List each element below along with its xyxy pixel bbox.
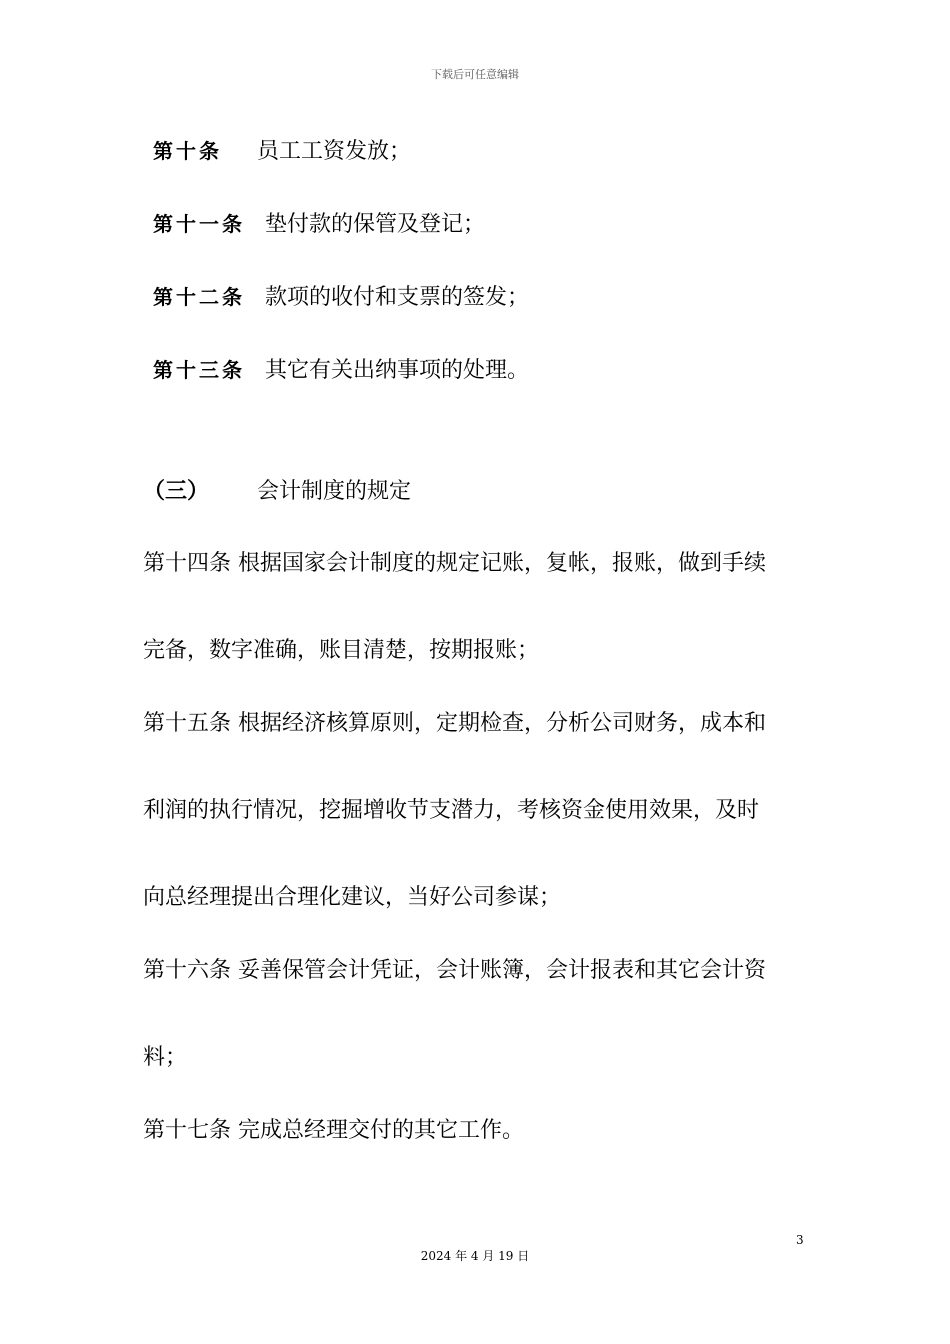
header-note: 下载后可任意编辑 (431, 68, 519, 81)
paragraph-line: 料； (143, 1045, 188, 1070)
paragraph-line: 利润的执行情况，挖掘增收节支潜力，考核资金使用效果，及时 (143, 798, 760, 823)
article-text: 员工工资发放； (257, 139, 412, 164)
article-label: 第十二条 (153, 285, 245, 309)
paragraph-line: 第十五条 根据经济核算原则，定期检查，分析公司财务，成本和 (143, 711, 766, 736)
article-label: 第十条 (153, 139, 222, 163)
page-number: 3 (796, 1233, 804, 1247)
section-number: （三） (143, 479, 210, 504)
article-label: 第十三条 (153, 358, 245, 382)
paragraph-line: 第十四条 根据国家会计制度的规定记账，复帐，报账，做到手续 (143, 551, 766, 576)
paragraph-line: 第十六条 妥善保管会计凭证，会计账簿，会计报表和其它会计资 (143, 958, 766, 983)
paragraph-line: 第十七条 完成总经理交付的其它工作。 (143, 1118, 524, 1143)
article-11 (153, 209, 485, 240)
paragraph-line: 完备，数字准确，账目清楚，按期报账； (143, 638, 540, 663)
paragraph-line: 向总经理提出合理化建议，当好公司参谋； (143, 885, 562, 910)
article-text: 款项的收付和支票的签发； (265, 285, 530, 310)
article-text: 其它有关出纳事项的处理。 (265, 358, 530, 383)
article-13 (153, 355, 529, 386)
footer-date: 2024 年 4 月 19 日 (420, 1249, 530, 1263)
section-title: 会计制度的规定 (257, 479, 412, 504)
article-label: 第十一条 (153, 212, 245, 236)
article-12 (153, 282, 529, 313)
article-text: 垫付款的保管及登记； (265, 212, 486, 237)
section-heading (143, 477, 411, 507)
article-10 (153, 136, 411, 167)
